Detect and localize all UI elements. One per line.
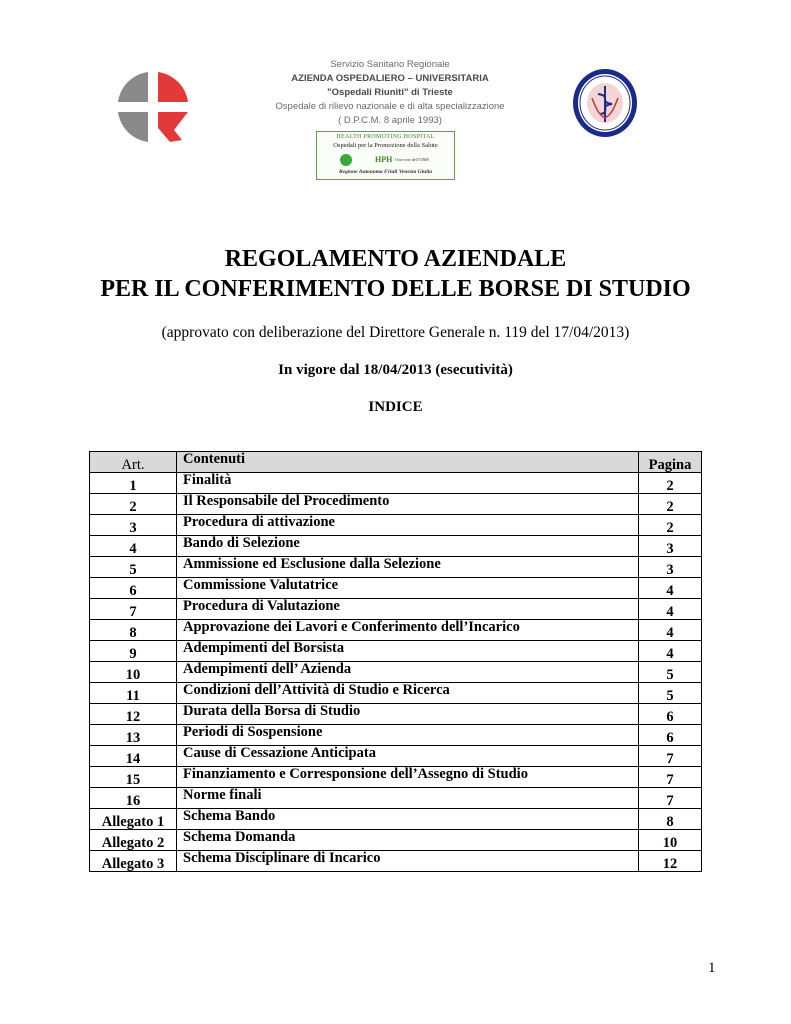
row-pagina: 5 bbox=[639, 662, 702, 683]
row-pagina: 8 bbox=[639, 809, 702, 830]
row-pagina: 5 bbox=[639, 683, 702, 704]
row-art: 15 bbox=[90, 767, 177, 788]
row-art: 2 bbox=[90, 494, 177, 515]
row-art: 9 bbox=[90, 641, 177, 662]
row-pagina: 7 bbox=[639, 767, 702, 788]
approval-note: (approvato con deliberazione del Direttore Generale n. 119 del 17/04/2013) bbox=[161, 324, 630, 341]
row-contenuto: Schema Bando bbox=[177, 809, 639, 830]
aou-trieste-logo bbox=[118, 72, 188, 142]
table-row bbox=[90, 641, 702, 662]
row-art: 1 bbox=[90, 473, 177, 494]
row-art: 14 bbox=[90, 746, 177, 767]
page-number: 1 bbox=[708, 960, 716, 976]
row-pagina: 10 bbox=[639, 830, 702, 851]
row-contenuto: Periodi di Sospensione bbox=[177, 725, 639, 746]
row-pagina: 2 bbox=[639, 494, 702, 515]
table-row bbox=[90, 809, 702, 830]
ospedali-line: "Ospedali Riuniti" di Trieste bbox=[327, 87, 453, 98]
row-contenuto: Bando di Selezione bbox=[177, 536, 639, 557]
row-contenuto: Adempimenti del Borsista bbox=[177, 641, 639, 662]
row-pagina: 4 bbox=[639, 578, 702, 599]
hph-oms-text: Una rete dell'OMS bbox=[395, 157, 429, 162]
table-row bbox=[90, 704, 702, 725]
row-pagina: 3 bbox=[639, 536, 702, 557]
table-row bbox=[90, 494, 702, 515]
row-contenuto: Commissione Valutatrice bbox=[177, 578, 639, 599]
row-pagina: 4 bbox=[639, 641, 702, 662]
row-art: 4 bbox=[90, 536, 177, 557]
table-row bbox=[90, 515, 702, 536]
table-row bbox=[90, 830, 702, 851]
row-art: 11 bbox=[90, 683, 177, 704]
row-pagina: 6 bbox=[639, 704, 702, 725]
row-contenuto: Finalità bbox=[177, 473, 639, 494]
row-art: Allegato 3 bbox=[90, 851, 177, 872]
row-art: 8 bbox=[90, 620, 177, 641]
azienda-line: AZIENDA OSPEDALIERO – UNIVERSITARIA bbox=[291, 73, 489, 84]
index-table-header-row bbox=[90, 452, 702, 473]
row-art: 3 bbox=[90, 515, 177, 536]
row-contenuto: Finanziamento e Corresponsione dell’Assegno di Studio bbox=[177, 767, 639, 788]
header-contenuti: Contenuti bbox=[177, 452, 639, 473]
dpcm-line: ( D.P.C.M. 8 aprile 1993) bbox=[338, 115, 442, 126]
row-art: 16 bbox=[90, 788, 177, 809]
row-contenuto: Adempimenti dell’ Azienda bbox=[177, 662, 639, 683]
row-contenuto: Condizioni dell’Attività di Studio e Ricerca bbox=[177, 683, 639, 704]
row-pagina: 2 bbox=[639, 515, 702, 536]
row-art: 6 bbox=[90, 578, 177, 599]
row-contenuto: Ammissione ed Esclusione dalla Selezione bbox=[177, 557, 639, 578]
indice-heading: INDICE bbox=[368, 399, 423, 415]
row-pagina: 3 bbox=[639, 557, 702, 578]
row-pagina: 4 bbox=[639, 599, 702, 620]
row-art: 10 bbox=[90, 662, 177, 683]
document-header bbox=[0, 0, 791, 185]
organization-block bbox=[240, 58, 540, 128]
row-pagina: 7 bbox=[639, 788, 702, 809]
table-row bbox=[90, 599, 702, 620]
row-pagina: 2 bbox=[639, 473, 702, 494]
row-contenuto: Schema Domanda bbox=[177, 830, 639, 851]
row-contenuto: Il Responsabile del Procedimento bbox=[177, 494, 639, 515]
hph-sub-text: Ospedali per la Promozione della Salute bbox=[333, 142, 438, 149]
row-contenuto: Norme finali bbox=[177, 788, 639, 809]
table-row bbox=[90, 557, 702, 578]
table-row bbox=[90, 851, 702, 872]
row-art: 12 bbox=[90, 704, 177, 725]
hph-region-text: Regione Autonoma Friuli Venezia Giulia bbox=[338, 169, 432, 175]
document-title-line-1: REGOLAMENTO AZIENDALE bbox=[224, 246, 567, 272]
service-line: Servizio Sanitario Regionale bbox=[330, 59, 450, 70]
row-art: 5 bbox=[90, 557, 177, 578]
table-row bbox=[90, 725, 702, 746]
table-row bbox=[90, 620, 702, 641]
row-contenuto: Procedura di attivazione bbox=[177, 515, 639, 536]
hph-top-text: HEALTH PROMOTING HOSPITAL bbox=[336, 134, 435, 140]
row-contenuto: Cause di Cessazione Anticipata bbox=[177, 746, 639, 767]
hph-mark: HPH bbox=[375, 155, 393, 164]
row-art: Allegato 1 bbox=[90, 809, 177, 830]
table-row bbox=[90, 683, 702, 704]
hph-logo bbox=[316, 131, 455, 180]
hph-globe-icon bbox=[340, 154, 352, 166]
index-table bbox=[89, 451, 702, 872]
row-contenuto: Approvazione dei Lavori e Conferimento dell’Incarico bbox=[177, 620, 639, 641]
table-row bbox=[90, 536, 702, 557]
header-art: Art. bbox=[90, 452, 177, 473]
table-row bbox=[90, 578, 702, 599]
table-row bbox=[90, 746, 702, 767]
row-contenuto: Durata della Borsa di Studio bbox=[177, 704, 639, 725]
row-pagina: 6 bbox=[639, 725, 702, 746]
row-contenuto: Schema Disciplinare di Incarico bbox=[177, 851, 639, 872]
table-row bbox=[90, 473, 702, 494]
row-pagina: 4 bbox=[639, 620, 702, 641]
row-pagina: 12 bbox=[639, 851, 702, 872]
row-art: 7 bbox=[90, 599, 177, 620]
row-pagina: 7 bbox=[639, 746, 702, 767]
row-art: 13 bbox=[90, 725, 177, 746]
table-row bbox=[90, 662, 702, 683]
header-pagina: Pagina bbox=[639, 452, 702, 473]
table-row bbox=[90, 788, 702, 809]
table-row bbox=[90, 767, 702, 788]
row-contenuto: Procedura di Valutazione bbox=[177, 599, 639, 620]
in-vigore-note: In vigore dal 18/04/2013 (esecutività) bbox=[278, 362, 513, 378]
university-seal-icon bbox=[572, 68, 638, 138]
document-title-line-2: PER IL CONFERIMENTO DELLE BORSE DI STUDIO bbox=[100, 276, 691, 302]
row-art: Allegato 2 bbox=[90, 830, 177, 851]
rilievo-line: Ospedale di rilievo nazionale e di alta specializzazione bbox=[275, 101, 505, 112]
